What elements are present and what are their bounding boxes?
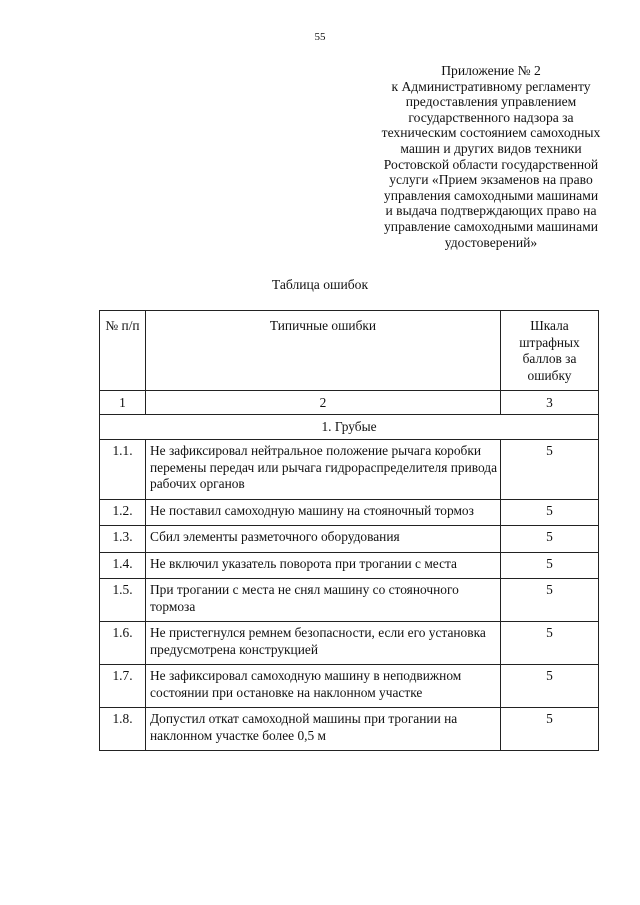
- appendix-line: удостоверений»: [444, 234, 538, 250]
- errors-table: [99, 310, 599, 751]
- table-row: [100, 665, 599, 708]
- row-points: 5: [501, 552, 599, 579]
- row-text: При трогании с места не снял машину со стояночного тормоза: [146, 579, 501, 622]
- row-number: 1.6.: [100, 622, 146, 665]
- row-text: Не поставил самоходную машину на стояночный тормоз: [146, 499, 501, 526]
- row-number: 1.5.: [100, 579, 146, 622]
- row-points: 5: [501, 499, 599, 526]
- header-desc: Типичные ошибки: [146, 311, 501, 391]
- header-points-line: штрафных: [519, 334, 580, 350]
- column-number: 1: [100, 391, 146, 415]
- appendix-line: услуги «Прием экзаменов на право: [389, 172, 593, 188]
- row-points: 5: [501, 526, 599, 553]
- table-row: [100, 499, 599, 526]
- row-number: 1.2.: [100, 499, 146, 526]
- table-row: [100, 579, 599, 622]
- table-title: Таблица ошибок: [271, 277, 369, 292]
- table-row: [100, 440, 599, 500]
- table-row: [100, 526, 599, 553]
- table-row: [100, 708, 599, 751]
- row-text: Не зафиксировал самоходную машину в неподвижном состоянии при остановке на наклонном участке: [146, 665, 501, 708]
- row-points: 5: [501, 665, 599, 708]
- column-number: 2: [146, 391, 501, 415]
- header-num: № п/п: [100, 311, 146, 391]
- header-points: [501, 311, 599, 391]
- table-row: [100, 552, 599, 579]
- row-points: 5: [501, 708, 599, 751]
- appendix-line: управления самоходными машинами: [383, 187, 599, 203]
- row-number: 1.3.: [100, 526, 146, 553]
- section-row: [100, 415, 599, 440]
- row-text: Не включил указатель поворота при трогании с места: [146, 552, 501, 579]
- row-text: Не пристегнулся ремнем безопасности, если его установка предусмотрена конструкцией: [146, 622, 501, 665]
- appendix-line: Приложение № 2: [441, 63, 541, 78]
- header-points-line: Шкала: [530, 318, 569, 333]
- appendix-line: предоставления управлением: [405, 94, 577, 110]
- section-title: 1. Грубые: [100, 415, 599, 440]
- appendix-line: Ростовской области государственной: [383, 156, 599, 172]
- appendix-line: и выдача подтверждающих право на: [385, 203, 597, 219]
- header-points-line: ошибку: [527, 367, 572, 383]
- row-points: 5: [501, 440, 599, 500]
- row-number: 1.1.: [100, 440, 146, 500]
- row-text: Допустил откат самоходной машины при трогании на наклонном участке более 0,5 м: [146, 708, 501, 751]
- appendix-line: техническим состоянием самоходных: [381, 125, 601, 141]
- header-points-line: баллов за: [522, 351, 577, 366]
- table-row: [100, 622, 599, 665]
- row-number: 1.8.: [100, 708, 146, 751]
- appendix-line: управление самоходными машинами: [384, 218, 598, 234]
- table-header-row: [100, 311, 599, 391]
- row-points: 5: [501, 622, 599, 665]
- page-number: 55: [314, 31, 326, 43]
- appendix-line: государственного надзора за: [408, 109, 574, 125]
- row-text: Не зафиксировал нейтральное положение рычага коробки перемены передач или рычага гидрораспределителя привода рабочих органов: [146, 440, 501, 500]
- row-number: 1.4.: [100, 552, 146, 579]
- row-points: 5: [501, 579, 599, 622]
- row-number: 1.7.: [100, 665, 146, 708]
- appendix-heading: [360, 63, 622, 250]
- appendix-line: к Административному регламенту: [391, 78, 591, 94]
- column-number-row: [100, 391, 599, 415]
- appendix-line: машин и других видов техники: [400, 140, 582, 156]
- row-text: Сбил элементы разметочного оборудования: [146, 526, 501, 553]
- column-number: 3: [501, 391, 599, 415]
